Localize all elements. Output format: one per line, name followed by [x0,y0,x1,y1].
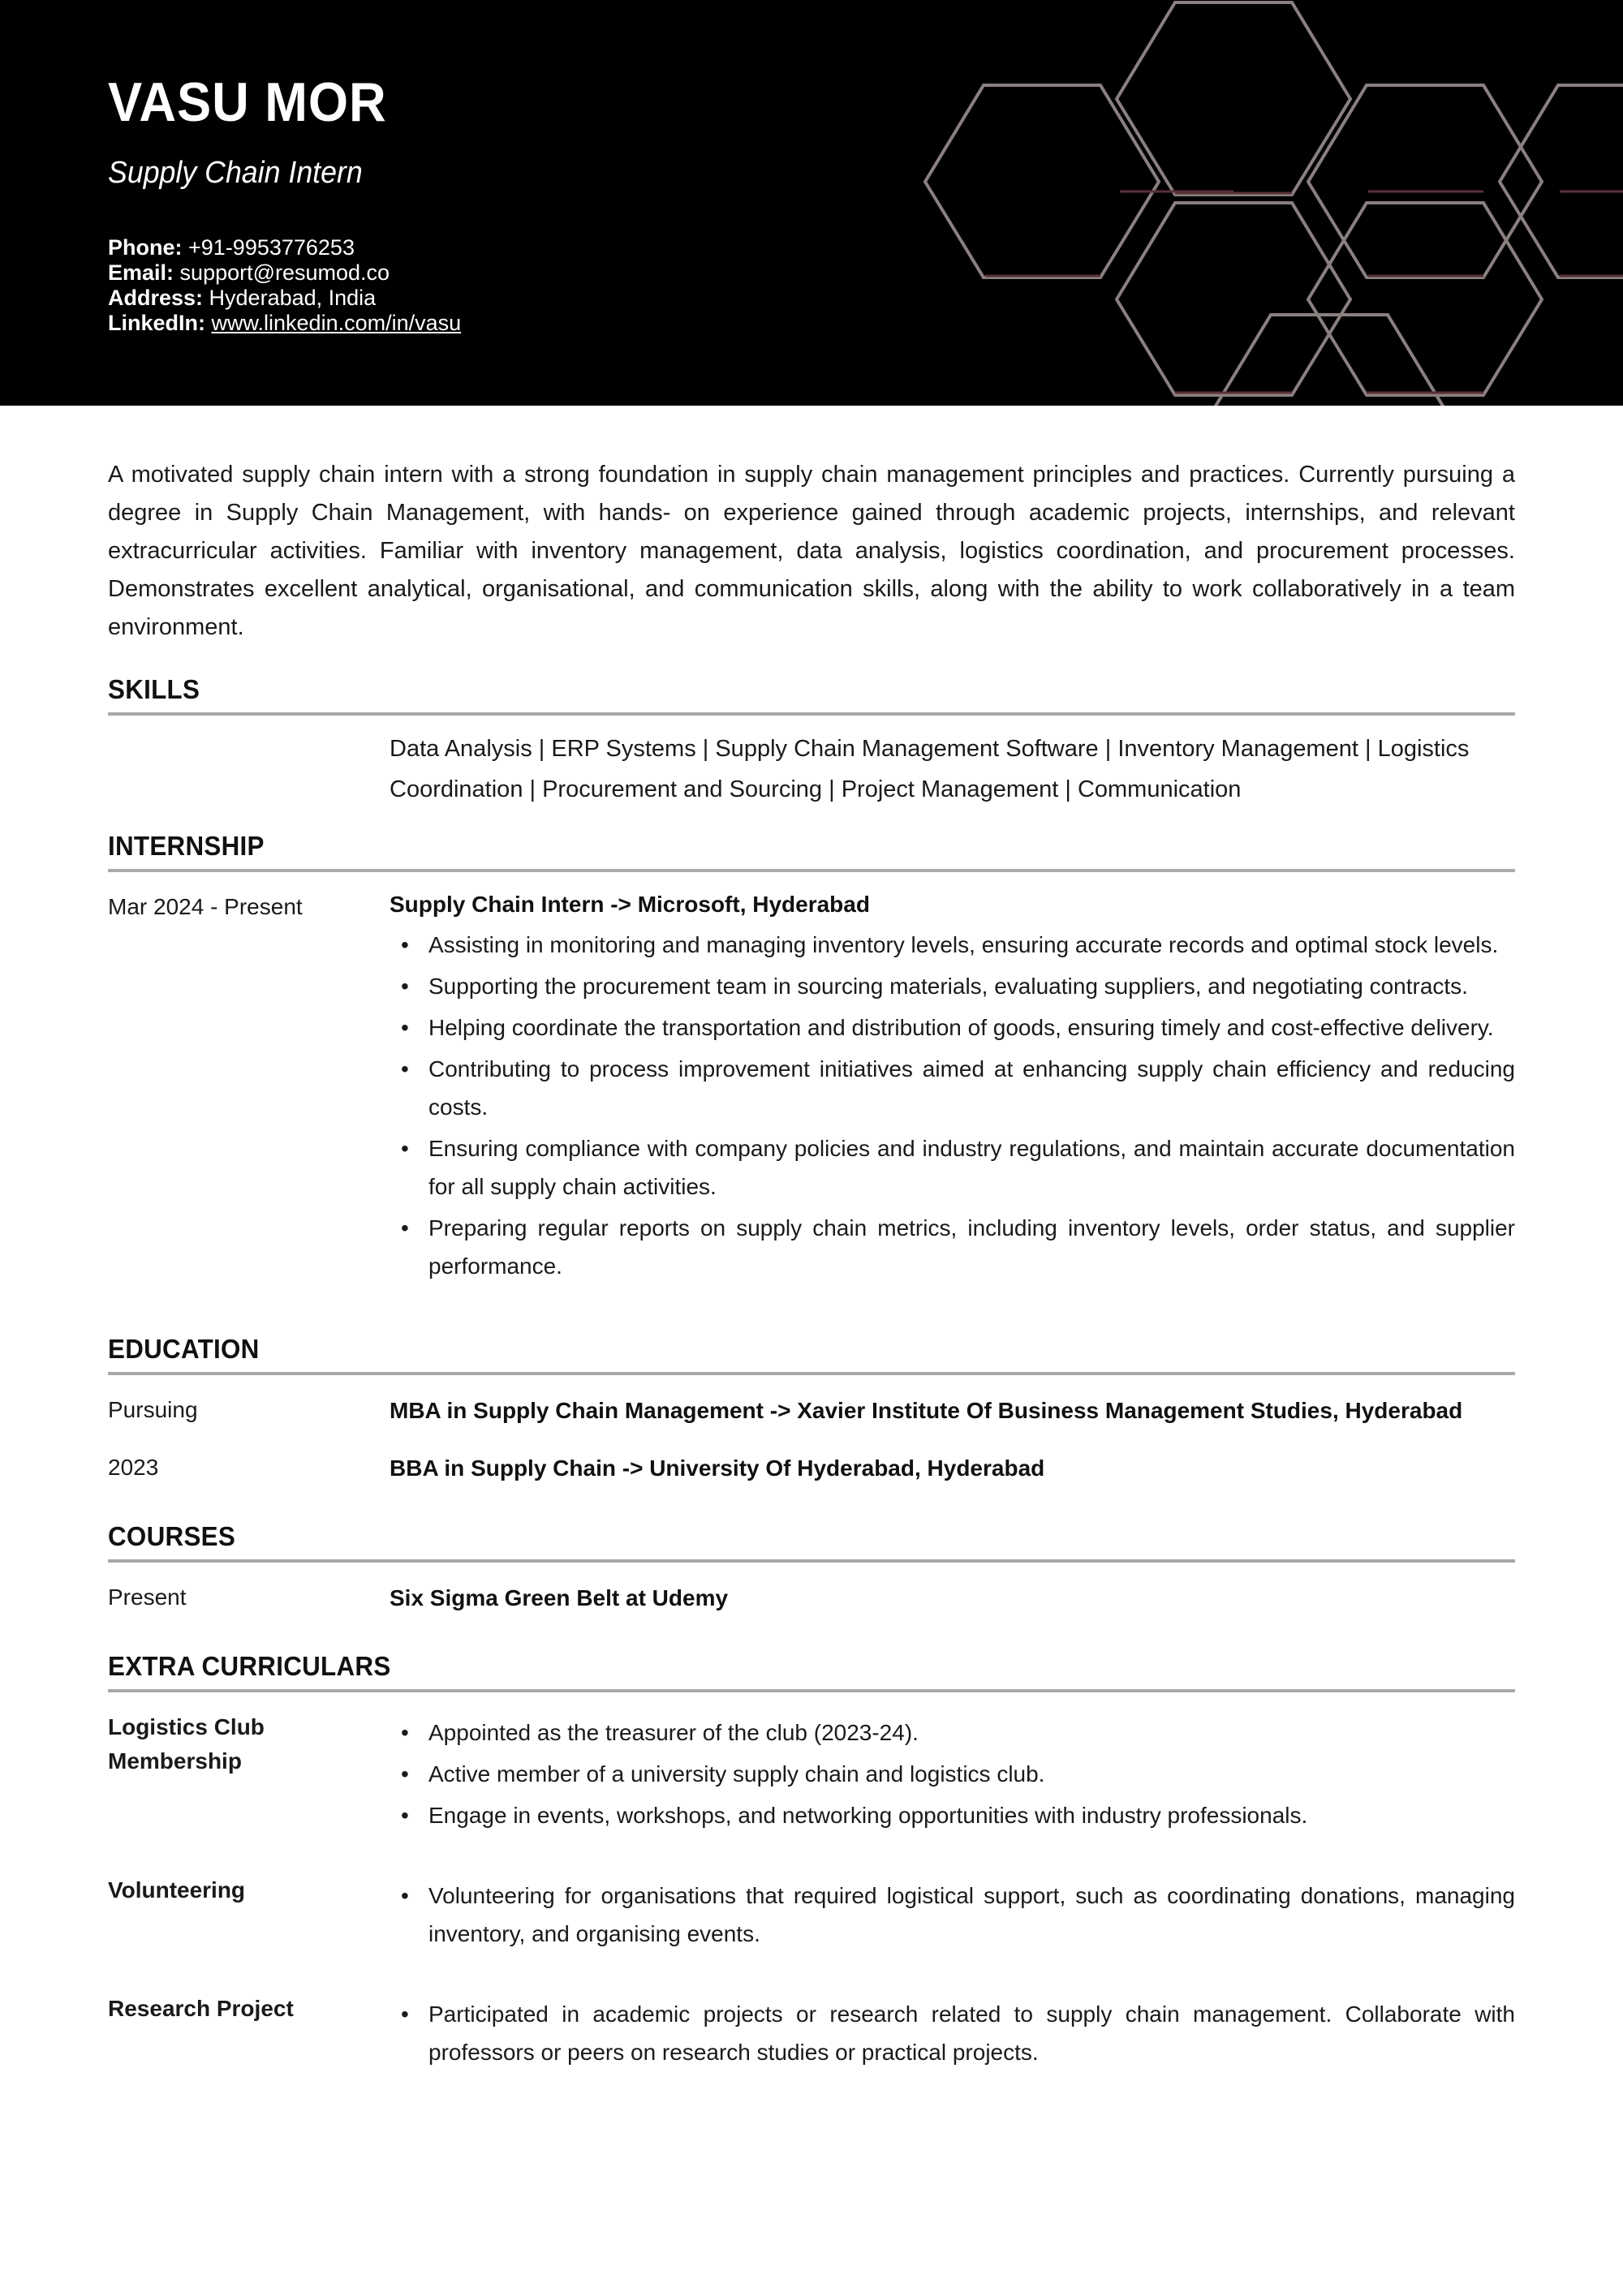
extra-curricular-bullets [390,1995,1515,2071]
resume-header [0,0,1623,406]
section-internship [108,831,1515,1285]
extra-curricular-label: Logistics Club Membership [108,1713,265,1774]
list-item: • Appointed as the treasurer of the club (2023-24). [390,1713,1515,1752]
section-skills [108,674,1515,810]
professional-summary: A motivated supply chain intern with a strong foundation in supply chain management principles and practices. Currently pursuing a degree in Supply Chain Management, with hands- on experience gained through academic projects, internships, and relevant extracurricular activities. Familiar with inventory management, data analysis, logistics coordination, and procurement processes. Demonstrates excellent analytical, organisational, and communication skills, along with the ability to work collaboratively in a team environment. [108,462,1515,640]
section-courses [108,1521,1515,1617]
education-entries [108,1391,1515,1487]
section-divider [108,712,1515,716]
extra-curricular-entry [108,1872,1515,1953]
internship-role: Supply Chain Intern -> Microsoft, Hyderabad [390,891,870,917]
phone-value: +91-9953776253 [188,235,355,260]
extra-curricular-detail [390,1990,1515,2071]
section-divider [108,1559,1515,1563]
internship-bullets [390,926,1515,1285]
list-item: • Preparing regular reports on supply chain metrics, including inventory levels, order status, and supplier performance. [390,1209,1515,1285]
section-heading-courses: COURSES [108,1520,236,1551]
list-item: • Active member of a university supply chain and logistics club. [390,1755,1515,1793]
phone-label: Phone: [108,235,183,260]
education-entry [108,1391,1515,1430]
email-label: Email: [108,260,174,285]
extra-curricular-detail [390,1709,1515,1834]
extra-curricular-bullets [390,1877,1515,1953]
contact-info-block [108,235,461,336]
section-divider [108,1689,1515,1692]
linkedin-label: LinkedIn: [108,311,205,335]
candidate-job-title: Supply Chain Intern [108,156,363,190]
list-item: • Contributing to process improvement initiatives aimed at enhancing supply chain efficiency and reducing costs. [390,1050,1515,1126]
section-divider [108,869,1515,872]
list-item: • Participated in academic projects or research related to supply chain management. Collaborate with professors or peers on research studies or practical projects. [390,1995,1515,2071]
list-item: • Engage in events, workshops, and networking opportunities with industry professionals. [390,1796,1515,1834]
section-heading-skills: SKILLS [108,674,200,704]
course-name: Six Sigma Green Belt at Udemy [390,1584,729,1610]
section-extra-curriculars [108,1651,1515,2071]
course-period: Present [108,1584,187,1610]
education-degree: BBA in Supply Chain -> University Of Hyderabad, Hyderabad [390,1455,1045,1481]
education-period: Pursuing [108,1396,198,1422]
education-period: 2023 [108,1454,159,1480]
section-heading-extra-curriculars: EXTRA CURRICULARS [108,1650,391,1681]
internship-detail [390,888,1515,1285]
internship-entry [108,888,1515,1285]
courses-entries [108,1579,1515,1617]
list-item: • Ensuring compliance with company policies and industry regulations, and maintain accurate documentation for all supply chain activities. [390,1129,1515,1206]
extra-curricular-entry [108,1709,1515,1834]
list-item: • Volunteering for organisations that required logistical support, such as coordinating donations, managing inventory, and organising events. [390,1877,1515,1953]
contact-address-row [108,286,461,311]
section-heading-internship: INTERNSHIP [108,830,265,861]
education-entry [108,1449,1515,1487]
hexagon-pattern-decoration [893,0,1623,406]
contact-linkedin-row [108,311,461,336]
section-heading-education: EDUCATION [108,1333,260,1364]
list-item: • Assisting in monitoring and managing inventory levels, ensuring accurate records and optimal stock levels. [390,926,1515,964]
extra-curricular-bullets [390,1713,1515,1834]
course-detail [390,1579,1515,1617]
contact-phone-row [108,235,461,260]
contact-email-row [108,260,461,286]
list-item: • Helping coordinate the transportation and distribution of goods, ensuring timely and cost-effective delivery. [390,1008,1515,1047]
candidate-name: VASU MOR [108,71,387,133]
course-entry [108,1579,1515,1617]
internship-period: Mar 2024 - Present [108,893,303,919]
resume-body [0,456,1623,2071]
extra-curricular-detail [390,1872,1515,1953]
education-detail [390,1449,1515,1487]
section-education [108,1334,1515,1487]
list-item: • Supporting the procurement team in sourcing materials, evaluating suppliers, and negotiating contracts. [390,967,1515,1005]
address-value: Hyderabad, India [209,286,377,310]
extra-curricular-label: Research Project [108,1995,294,2021]
linkedin-link[interactable]: www.linkedin.com/in/vasu [211,311,462,335]
extra-curricular-entries [108,1709,1515,2071]
extra-curricular-entry [108,1990,1515,2071]
education-detail [390,1391,1515,1430]
education-degree: MBA in Supply Chain Management -> Xavier Institute Of Business Management Studies, Hyderabad [390,1397,1463,1423]
section-divider [108,1372,1515,1375]
extra-curricular-label: Volunteering [108,1877,246,1903]
address-label: Address: [108,286,204,310]
skills-list: Data Analysis | ERP Systems | Supply Chain Management Software | Inventory Management | Logistics Coordination | Procurement and Sourcing | Project Management | Communication [390,735,1470,802]
internship-entries [108,888,1515,1285]
email-value[interactable]: support@resumod.co [179,260,390,285]
